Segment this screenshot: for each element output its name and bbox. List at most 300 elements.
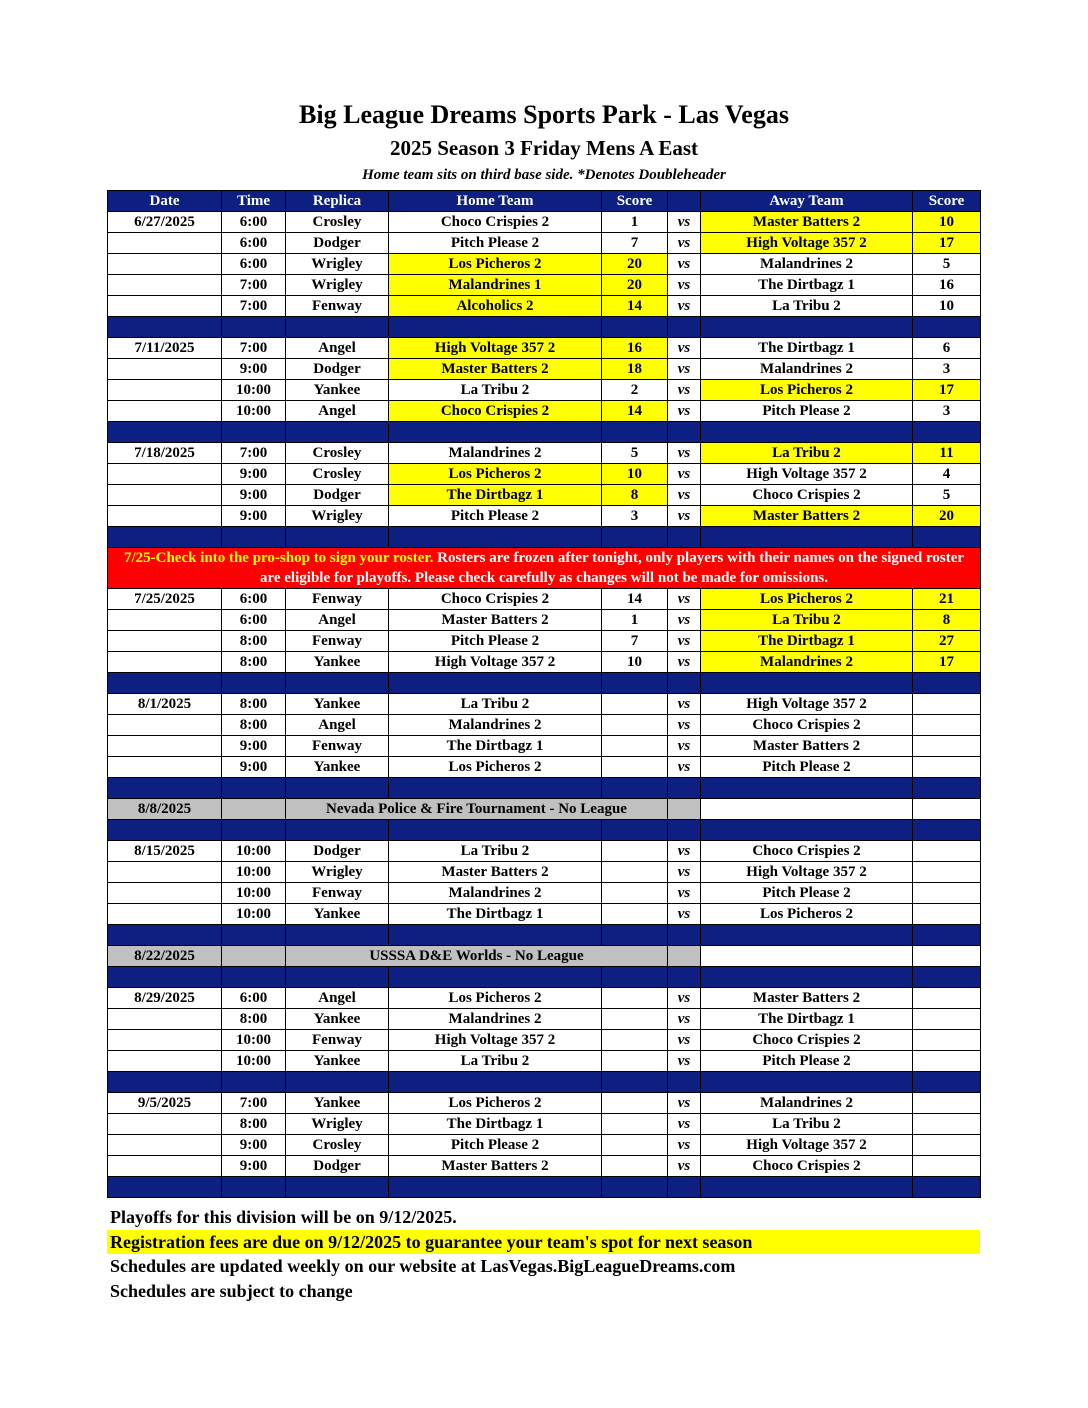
no-league-text: USSSA D&E Worlds - No League (286, 946, 668, 967)
away-score-cell: 5 (913, 485, 981, 506)
vs-cell: vs (668, 988, 701, 1009)
footer-change: Schedules are subject to change (110, 1281, 353, 1301)
game-row (108, 589, 981, 610)
schedule-body (108, 212, 981, 1198)
separator-cell (389, 317, 602, 338)
home-score-cell (602, 841, 668, 862)
away-team-cell: Pitch Please 2 (701, 883, 913, 904)
home-team-cell: The Dirtbagz 1 (389, 736, 602, 757)
notice-date: 7/25- (123, 550, 156, 566)
time-cell: 10:00 (222, 904, 286, 925)
replica-cell: Wrigley (286, 1114, 389, 1135)
footer-website: Schedules are updated weekly on our website at LasVegas.BigLeagueDreams.com (110, 1256, 736, 1276)
time-cell: 10:00 (222, 862, 286, 883)
schedule-table (107, 190, 981, 1198)
game-row (108, 610, 981, 631)
home-score-cell: 10 (602, 464, 668, 485)
date-cell (108, 254, 222, 275)
game-row (108, 443, 981, 464)
time-cell: 7:00 (222, 443, 286, 464)
time-cell: 7:00 (222, 296, 286, 317)
away-team-cell: La Tribu 2 (701, 1114, 913, 1135)
date-cell (108, 1051, 222, 1072)
vs-cell (668, 946, 701, 967)
vs-cell: vs (668, 485, 701, 506)
away-team-cell: Master Batters 2 (701, 988, 913, 1009)
replica-cell: Dodger (286, 841, 389, 862)
vs-cell: vs (668, 233, 701, 254)
vs-cell: vs (668, 1114, 701, 1135)
separator-row (108, 317, 981, 338)
replica-cell: Yankee (286, 694, 389, 715)
separator-cell (913, 1072, 981, 1093)
home-score-cell (602, 1156, 668, 1177)
home-team-cell: Malandrines 1 (389, 275, 602, 296)
separator-cell (222, 1177, 286, 1198)
replica-cell: Fenway (286, 1030, 389, 1051)
date-cell (108, 1135, 222, 1156)
separator-cell (913, 778, 981, 799)
separator-cell (701, 317, 913, 338)
home-team-cell: Malandrines 2 (389, 1009, 602, 1030)
date-cell (108, 1156, 222, 1177)
home-team-cell: La Tribu 2 (389, 841, 602, 862)
separator-cell (913, 967, 981, 988)
home-team-cell: The Dirtbagz 1 (389, 485, 602, 506)
replica-cell: Angel (286, 988, 389, 1009)
vs-cell: vs (668, 841, 701, 862)
separator-cell (286, 527, 389, 548)
separator-cell (668, 925, 701, 946)
away-score-cell (913, 988, 981, 1009)
time-cell: 9:00 (222, 359, 286, 380)
replica-cell: Wrigley (286, 862, 389, 883)
date-cell (108, 233, 222, 254)
date-cell: 6/27/2025 (108, 212, 222, 233)
away-team-cell: Choco Crispies 2 (701, 1156, 913, 1177)
game-row (108, 1093, 981, 1114)
time-cell (222, 799, 286, 820)
game-row (108, 652, 981, 673)
separator-cell (222, 673, 286, 694)
home-score-cell: 1 (602, 610, 668, 631)
time-cell: 10:00 (222, 1051, 286, 1072)
home-team-cell: Los Picheros 2 (389, 464, 602, 485)
game-row (108, 233, 981, 254)
vs-cell: vs (668, 1093, 701, 1114)
vs-cell: vs (668, 652, 701, 673)
separator-cell (668, 1072, 701, 1093)
separator-cell (701, 1177, 913, 1198)
time-cell: 8:00 (222, 1114, 286, 1135)
away-team-cell: High Voltage 357 2 (701, 233, 913, 254)
game-row (108, 631, 981, 652)
replica-cell: Dodger (286, 485, 389, 506)
date-cell (108, 275, 222, 296)
game-row (108, 715, 981, 736)
header-vs (668, 191, 701, 212)
home-score-cell: 7 (602, 233, 668, 254)
separator-cell (108, 527, 222, 548)
away-team-cell: High Voltage 357 2 (701, 1135, 913, 1156)
home-score-cell (602, 1093, 668, 1114)
table-header-row (108, 191, 981, 212)
away-score-cell: 5 (913, 254, 981, 275)
replica-cell: Fenway (286, 589, 389, 610)
separator-cell (108, 673, 222, 694)
replica-cell: Yankee (286, 652, 389, 673)
vs-cell: vs (668, 443, 701, 464)
home-score-cell (602, 904, 668, 925)
away-team-cell: High Voltage 357 2 (701, 862, 913, 883)
game-row (108, 694, 981, 715)
vs-cell (668, 799, 701, 820)
home-team-cell: The Dirtbagz 1 (389, 904, 602, 925)
separator-cell (286, 967, 389, 988)
away-score-cell: 8 (913, 610, 981, 631)
date-cell: 8/8/2025 (108, 799, 222, 820)
game-row (108, 841, 981, 862)
replica-cell: Yankee (286, 380, 389, 401)
away-team-cell: The Dirtbagz 1 (701, 1009, 913, 1030)
time-cell: 6:00 (222, 610, 286, 631)
separator-row (108, 778, 981, 799)
notice-text: Rosters are frozen after tonight, only players with their names on the signed roster are eligible for playoffs. Please check carefully as changes will not be made for omissions. (259, 550, 965, 586)
home-score-cell: 14 (602, 401, 668, 422)
home-team-cell: Master Batters 2 (389, 359, 602, 380)
replica-cell: Angel (286, 610, 389, 631)
vs-cell: vs (668, 1009, 701, 1030)
away-score-cell: 27 (913, 631, 981, 652)
page-subtitle: 2025 Season 3 Friday Mens A East (389, 136, 699, 160)
away-team-cell: Master Batters 2 (701, 506, 913, 527)
game-row (108, 359, 981, 380)
time-cell: 8:00 (222, 694, 286, 715)
separator-cell (668, 673, 701, 694)
game-row (108, 736, 981, 757)
game-row (108, 401, 981, 422)
date-cell (108, 631, 222, 652)
vs-cell: vs (668, 275, 701, 296)
home-team-cell: Malandrines 2 (389, 883, 602, 904)
separator-cell (913, 673, 981, 694)
header-home-team: Home Team (389, 191, 602, 212)
away-score-cell (913, 1093, 981, 1114)
away-team-cell: Pitch Please 2 (701, 401, 913, 422)
separator-cell (602, 778, 668, 799)
vs-cell: vs (668, 883, 701, 904)
separator-cell (222, 422, 286, 443)
game-row (108, 988, 981, 1009)
date-cell (108, 506, 222, 527)
date-cell (108, 736, 222, 757)
time-cell: 10:00 (222, 1030, 286, 1051)
time-cell: 9:00 (222, 506, 286, 527)
home-team-cell: Alcoholics 2 (389, 296, 602, 317)
separator-row (108, 820, 981, 841)
replica-cell: Yankee (286, 904, 389, 925)
home-team-cell: Pitch Please 2 (389, 506, 602, 527)
separator-row (108, 422, 981, 443)
separator-cell (668, 967, 701, 988)
page-title: Big League Dreams Sports Park - Las Vegas (299, 100, 789, 129)
home-team-cell: Los Picheros 2 (389, 757, 602, 778)
separator-cell (668, 527, 701, 548)
footer-playoffs: Playoffs for this division will be on 9/12/2025. (110, 1207, 457, 1227)
away-team-cell: High Voltage 357 2 (701, 694, 913, 715)
separator-cell (913, 820, 981, 841)
separator-cell (602, 925, 668, 946)
notice-highlight: Check into the pro-shop to sign your roster. (155, 550, 434, 566)
date-cell (108, 1009, 222, 1030)
game-row (108, 1135, 981, 1156)
time-cell: 9:00 (222, 1156, 286, 1177)
vs-cell: vs (668, 1051, 701, 1072)
game-row (108, 1156, 981, 1177)
home-team-cell: High Voltage 357 2 (389, 652, 602, 673)
header-home-score: Score (602, 191, 668, 212)
vs-cell: vs (668, 464, 701, 485)
separator-cell (389, 778, 602, 799)
home-team-cell: La Tribu 2 (389, 694, 602, 715)
replica-cell: Angel (286, 715, 389, 736)
vs-cell: vs (668, 610, 701, 631)
away-score-cell (913, 736, 981, 757)
replica-cell: Dodger (286, 1156, 389, 1177)
away-team-cell: High Voltage 357 2 (701, 464, 913, 485)
away-score-cell: 10 (913, 296, 981, 317)
separator-cell (108, 1177, 222, 1198)
date-cell (108, 904, 222, 925)
vs-cell: vs (668, 736, 701, 757)
date-cell: 8/1/2025 (108, 694, 222, 715)
home-team-cell: Malandrines 2 (389, 443, 602, 464)
away-score-cell (913, 799, 981, 820)
replica-cell: Wrigley (286, 275, 389, 296)
home-score-cell (602, 988, 668, 1009)
separator-cell (668, 820, 701, 841)
replica-cell: Wrigley (286, 506, 389, 527)
vs-cell: vs (668, 212, 701, 233)
replica-cell: Crosley (286, 464, 389, 485)
time-cell: 9:00 (222, 464, 286, 485)
away-score-cell: 4 (913, 464, 981, 485)
separator-cell (389, 967, 602, 988)
date-cell (108, 1114, 222, 1135)
away-team-cell: Los Picheros 2 (701, 380, 913, 401)
replica-cell: Fenway (286, 736, 389, 757)
away-score-cell (913, 1030, 981, 1051)
replica-cell: Yankee (286, 1009, 389, 1030)
separator-cell (389, 673, 602, 694)
separator-cell (913, 527, 981, 548)
away-team-cell: Choco Crispies 2 (701, 715, 913, 736)
away-team-cell: Malandrines 2 (701, 254, 913, 275)
separator-cell (913, 422, 981, 443)
date-cell: 8/15/2025 (108, 841, 222, 862)
game-row (108, 254, 981, 275)
away-score-cell (913, 1051, 981, 1072)
separator-cell (108, 967, 222, 988)
home-score-cell (602, 1114, 668, 1135)
separator-cell (701, 967, 913, 988)
vs-cell: vs (668, 338, 701, 359)
vs-cell: vs (668, 1030, 701, 1051)
date-cell: 8/29/2025 (108, 988, 222, 1009)
away-team-cell: Los Picheros 2 (701, 904, 913, 925)
separator-cell (602, 422, 668, 443)
home-score-cell: 7 (602, 631, 668, 652)
game-row (108, 338, 981, 359)
separator-cell (701, 1072, 913, 1093)
separator-cell (222, 1072, 286, 1093)
separator-cell (668, 317, 701, 338)
separator-cell (701, 527, 913, 548)
separator-cell (602, 1177, 668, 1198)
away-team-cell: The Dirtbagz 1 (701, 631, 913, 652)
separator-cell (108, 925, 222, 946)
time-cell: 6:00 (222, 233, 286, 254)
away-score-cell (913, 1009, 981, 1030)
away-score-cell: 21 (913, 589, 981, 610)
away-score-cell: 11 (913, 443, 981, 464)
time-cell: 8:00 (222, 652, 286, 673)
date-cell (108, 883, 222, 904)
separator-cell (701, 820, 913, 841)
away-team-cell: Choco Crispies 2 (701, 841, 913, 862)
away-score-cell: 3 (913, 359, 981, 380)
separator-cell (913, 1177, 981, 1198)
home-score-cell: 14 (602, 589, 668, 610)
separator-cell (913, 925, 981, 946)
time-cell: 6:00 (222, 988, 286, 1009)
game-row (108, 212, 981, 233)
separator-cell (286, 422, 389, 443)
away-team-cell: The Dirtbagz 1 (701, 338, 913, 359)
home-score-cell: 14 (602, 296, 668, 317)
away-score-cell (913, 841, 981, 862)
separator-cell (222, 820, 286, 841)
separator-cell (389, 925, 602, 946)
game-row (108, 1009, 981, 1030)
date-cell (108, 485, 222, 506)
away-team-cell: Los Picheros 2 (701, 589, 913, 610)
separator-cell (108, 778, 222, 799)
away-score-cell (913, 862, 981, 883)
separator-cell (108, 317, 222, 338)
home-score-cell (602, 1030, 668, 1051)
home-team-cell: The Dirtbagz 1 (389, 1114, 602, 1135)
date-cell (108, 757, 222, 778)
game-row (108, 1114, 981, 1135)
home-score-cell: 5 (602, 443, 668, 464)
home-team-cell: Master Batters 2 (389, 610, 602, 631)
date-cell (108, 296, 222, 317)
away-score-cell: 16 (913, 275, 981, 296)
separator-cell (286, 925, 389, 946)
game-row (108, 1030, 981, 1051)
away-score-cell (913, 757, 981, 778)
away-team-cell: Malandrines 2 (701, 1093, 913, 1114)
replica-cell: Fenway (286, 631, 389, 652)
vs-cell: vs (668, 401, 701, 422)
vs-cell: vs (668, 254, 701, 275)
time-cell: 8:00 (222, 631, 286, 652)
separator-cell (389, 1177, 602, 1198)
header-away-team: Away Team (701, 191, 913, 212)
home-score-cell (602, 1135, 668, 1156)
away-score-cell: 6 (913, 338, 981, 359)
game-row (108, 275, 981, 296)
date-cell (108, 1030, 222, 1051)
replica-cell: Crosley (286, 212, 389, 233)
date-cell (108, 652, 222, 673)
vs-cell: vs (668, 904, 701, 925)
header-away-score: Score (913, 191, 981, 212)
time-cell: 10:00 (222, 841, 286, 862)
vs-cell: vs (668, 715, 701, 736)
away-score-cell (913, 1156, 981, 1177)
vs-cell: vs (668, 1135, 701, 1156)
separator-cell (602, 317, 668, 338)
date-cell: 7/18/2025 (108, 443, 222, 464)
vs-cell: vs (668, 589, 701, 610)
replica-cell: Yankee (286, 1093, 389, 1114)
home-score-cell: 8 (602, 485, 668, 506)
away-team-cell: Malandrines 2 (701, 652, 913, 673)
separator-row (108, 1177, 981, 1198)
replica-cell: Crosley (286, 1135, 389, 1156)
away-team-cell: Master Batters 2 (701, 736, 913, 757)
date-cell: 7/25/2025 (108, 589, 222, 610)
game-row (108, 485, 981, 506)
roster-notice-row (108, 548, 981, 589)
vs-cell: vs (668, 1156, 701, 1177)
separator-cell (108, 422, 222, 443)
home-team-cell: Choco Crispies 2 (389, 401, 602, 422)
replica-cell: Angel (286, 401, 389, 422)
time-cell: 9:00 (222, 1135, 286, 1156)
replica-cell: Yankee (286, 757, 389, 778)
date-cell: 8/22/2025 (108, 946, 222, 967)
date-cell: 9/5/2025 (108, 1093, 222, 1114)
away-score-cell: 10 (913, 212, 981, 233)
no-league-row (108, 946, 981, 967)
replica-cell: Dodger (286, 359, 389, 380)
separator-cell (668, 778, 701, 799)
home-team-cell: Master Batters 2 (389, 862, 602, 883)
home-team-cell: High Voltage 357 2 (389, 338, 602, 359)
game-row (108, 296, 981, 317)
game-row (108, 506, 981, 527)
separator-cell (602, 820, 668, 841)
separator-cell (222, 527, 286, 548)
separator-cell (602, 967, 668, 988)
time-cell: 9:00 (222, 485, 286, 506)
no-league-text: Nevada Police & Fire Tournament - No League (286, 799, 668, 820)
replica-cell: Angel (286, 338, 389, 359)
home-team-cell: Los Picheros 2 (389, 1093, 602, 1114)
vs-cell: vs (668, 862, 701, 883)
away-team-cell: Pitch Please 2 (701, 1051, 913, 1072)
separator-cell (913, 317, 981, 338)
separator-cell (286, 673, 389, 694)
separator-cell (222, 925, 286, 946)
game-row (108, 904, 981, 925)
home-team-cell: Pitch Please 2 (389, 631, 602, 652)
away-team-cell: Choco Crispies 2 (701, 1030, 913, 1051)
separator-row (108, 527, 981, 548)
